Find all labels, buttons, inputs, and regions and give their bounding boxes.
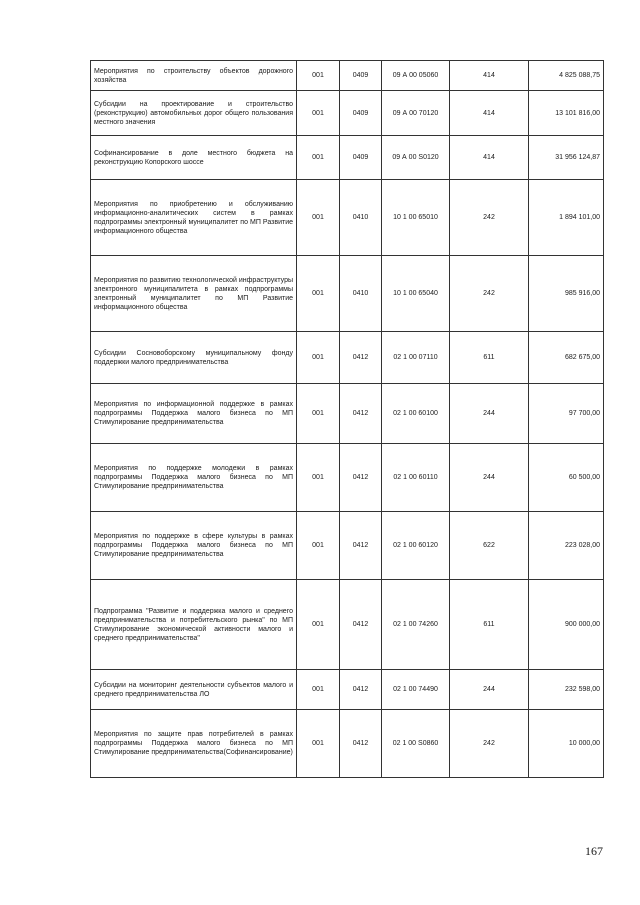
cell-section-code: 0409 — [340, 61, 382, 91]
cell-expense-type: 242 — [450, 256, 529, 332]
table-row — [91, 384, 604, 444]
cell-admin-code: 001 — [297, 670, 340, 710]
cell-expense-type: 414 — [450, 91, 529, 136]
cell-expense-type: 244 — [450, 384, 529, 444]
cell-target-article: 02 1 00 74260 — [382, 580, 450, 670]
cell-target-article: 02 1 00 60100 — [382, 384, 450, 444]
cell-section-code: 0412 — [340, 670, 382, 710]
budget-table — [90, 60, 604, 778]
cell-amount: 10 000,00 — [529, 710, 604, 778]
cell-target-article: 10 1 00 65040 — [382, 256, 450, 332]
cell-section-code: 0412 — [340, 580, 382, 670]
cell-section-code: 0410 — [340, 256, 382, 332]
cell-admin-code: 001 — [297, 710, 340, 778]
cell-expense-type: 244 — [450, 670, 529, 710]
cell-target-article: 09 А 00 70120 — [382, 91, 450, 136]
cell-description: Мероприятия по развитию технологической инфраструктуры электронного муниципалитета в рамках подпрограммы электронный муниципалитет по МП Развитие информационного общества — [91, 256, 297, 332]
cell-description: Субсидии на проектирование и строительство (реконструкцию) автомобильных дорог общего пользования местного значения — [91, 91, 297, 136]
cell-section-code: 0409 — [340, 136, 382, 180]
budget-table-body — [91, 61, 604, 778]
table-row — [91, 670, 604, 710]
cell-description: Мероприятия по защите прав потребителей в рамках подпрограммы Поддержка малого бизнеса по МП Стимулирование предпринимательства(Софинансирование) — [91, 710, 297, 778]
table-row — [91, 136, 604, 180]
cell-expense-type: 414 — [450, 136, 529, 180]
cell-admin-code: 001 — [297, 512, 340, 580]
cell-admin-code: 001 — [297, 136, 340, 180]
table-row — [91, 710, 604, 778]
cell-description: Мероприятия по поддержке в сфере культуры в рамках подпрограммы Поддержка малого бизнеса по МП Стимулирование предпринимательства — [91, 512, 297, 580]
cell-description: Мероприятия по приобретению и обслуживанию информационно-аналитических систем в рамках подпрограммы электронный муниципалитет по МП Развитие информационного общества — [91, 180, 297, 256]
cell-target-article: 02 1 00 60120 — [382, 512, 450, 580]
cell-description: Подпрограмма "Развитие и поддержка малого и среднего предпринимательства и потребительского рынка" по МП Стимулирование экономической активности малого и среднего предпринимательства" — [91, 580, 297, 670]
cell-admin-code: 001 — [297, 180, 340, 256]
cell-target-article: 10 1 00 65010 — [382, 180, 450, 256]
table-row — [91, 332, 604, 384]
cell-expense-type: 622 — [450, 512, 529, 580]
cell-amount: 60 500,00 — [529, 444, 604, 512]
table-row — [91, 180, 604, 256]
cell-section-code: 0410 — [340, 180, 382, 256]
cell-section-code: 0412 — [340, 444, 382, 512]
cell-admin-code: 001 — [297, 256, 340, 332]
cell-admin-code: 001 — [297, 332, 340, 384]
page-number: 167 — [585, 844, 603, 858]
cell-description: Мероприятия по строительству объектов дорожного хозяйства — [91, 61, 297, 91]
cell-amount: 985 916,00 — [529, 256, 604, 332]
cell-description: Субсидии Сосновоборскому муниципальному фонду поддержки малого предпринимательства — [91, 332, 297, 384]
cell-section-code: 0412 — [340, 332, 382, 384]
cell-description: Софинансирование в доле местного бюджета на реконструкцию Копорского шоссе — [91, 136, 297, 180]
cell-admin-code: 001 — [297, 444, 340, 512]
cell-description: Мероприятия по поддержке молодежи в рамках подпрограммы Поддержка малого бизнеса по МП Стимулирование предпринимательства — [91, 444, 297, 512]
table-row — [91, 444, 604, 512]
cell-target-article: 02 1 00 S0860 — [382, 710, 450, 778]
cell-target-article: 09 А 00 S0120 — [382, 136, 450, 180]
cell-description: Мероприятия по информационной поддержке в рамках подпрограммы Поддержка малого бизнеса по МП Стимулирование предпринимательства — [91, 384, 297, 444]
table-row — [91, 580, 604, 670]
cell-section-code: 0412 — [340, 512, 382, 580]
cell-amount: 682 675,00 — [529, 332, 604, 384]
table-row — [91, 91, 604, 136]
cell-target-article: 02 1 00 07110 — [382, 332, 450, 384]
cell-amount: 900 000,00 — [529, 580, 604, 670]
cell-section-code: 0409 — [340, 91, 382, 136]
cell-amount: 4 825 088,75 — [529, 61, 604, 91]
cell-target-article: 02 1 00 60110 — [382, 444, 450, 512]
table-row — [91, 256, 604, 332]
cell-expense-type: 611 — [450, 580, 529, 670]
table-row — [91, 61, 604, 91]
cell-expense-type: 414 — [450, 61, 529, 91]
cell-admin-code: 001 — [297, 91, 340, 136]
cell-amount: 13 101 816,00 — [529, 91, 604, 136]
cell-amount: 1 894 101,00 — [529, 180, 604, 256]
cell-expense-type: 242 — [450, 180, 529, 256]
cell-expense-type: 611 — [450, 332, 529, 384]
cell-description: Субсидии на мониторинг деятельности субъектов малого и среднего предпринимательства ЛО — [91, 670, 297, 710]
cell-target-article: 02 1 00 74490 — [382, 670, 450, 710]
cell-admin-code: 001 — [297, 384, 340, 444]
table-row — [91, 512, 604, 580]
cell-expense-type: 242 — [450, 710, 529, 778]
cell-section-code: 0412 — [340, 710, 382, 778]
cell-amount: 232 598,00 — [529, 670, 604, 710]
cell-expense-type: 244 — [450, 444, 529, 512]
cell-admin-code: 001 — [297, 580, 340, 670]
cell-admin-code: 001 — [297, 61, 340, 91]
cell-section-code: 0412 — [340, 384, 382, 444]
cell-amount: 31 956 124,87 — [529, 136, 604, 180]
cell-amount: 97 700,00 — [529, 384, 604, 444]
cell-amount: 223 028,00 — [529, 512, 604, 580]
cell-target-article: 09 А 00 05060 — [382, 61, 450, 91]
